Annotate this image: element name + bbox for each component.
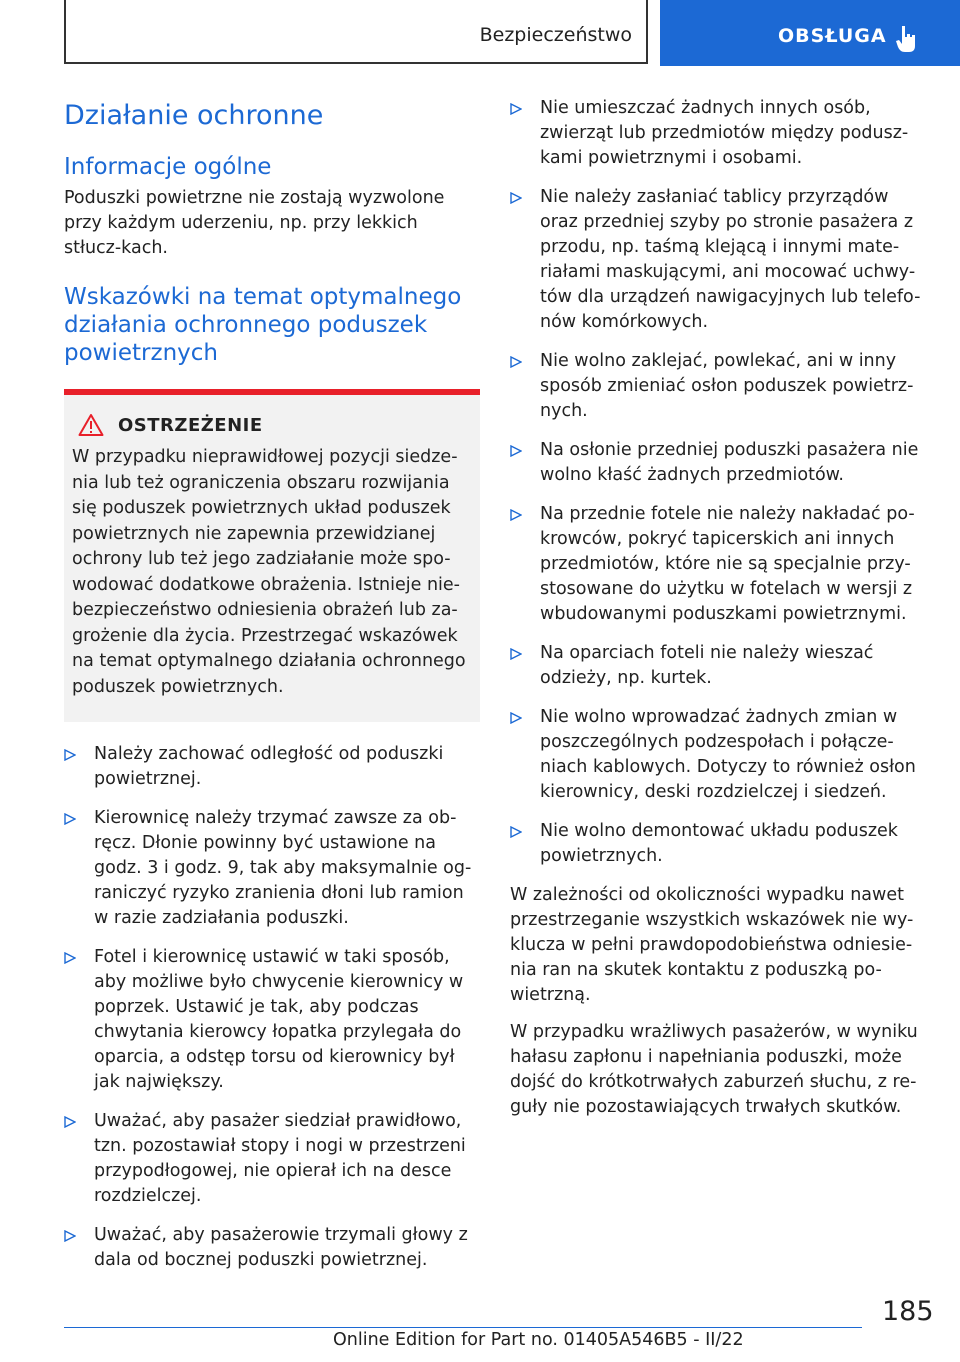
warning-triangle-icon — [78, 413, 104, 437]
footer-edition: Online Edition for Part no. 01405A546B5 - II/22 — [333, 1330, 744, 1350]
general-heading: Informacje ogólne — [64, 154, 272, 180]
list-item — [64, 742, 480, 792]
list-item-text: Na osłonie przedniej poduszki pasażera nie wolno kłaść żadnych przedmiotów. — [540, 440, 919, 485]
bullet-list-left — [64, 742, 480, 1273]
triangle-bullet-icon — [510, 826, 522, 838]
header-section-box — [64, 0, 648, 64]
list-item — [510, 819, 930, 869]
triangle-bullet-icon — [510, 192, 522, 204]
list-item-text: Kierownicę należy trzymać zawsze za ob-ręcz. Dłonie powinny być ustawione na godz. 3 i godz. 9, tak aby maksymalnie og-raniczyć ryzyko zranienia dłoni lub ramion w razie zadziałania poduszki. — [94, 808, 472, 928]
warning-title: OSTRZEŻENIE — [118, 414, 263, 436]
paragraph-hearing: W przypadku wrażliwych pasażerów, w wyniku hałasu zapłonu i napełniania poduszki, może dojść do krótkotrwałych zaburzeń słuchu, z re-guły nie pozostawiających trwałych skutków. — [510, 1022, 918, 1117]
list-item-text: Należy zachować odległość od poduszki powietrznej. — [94, 744, 444, 789]
triangle-bullet-icon — [510, 712, 522, 724]
warning-box — [64, 389, 480, 722]
list-item — [510, 96, 930, 171]
list-item-text: Na oparciach foteli nie należy wieszać odzieży, np. kurtek. — [540, 643, 874, 688]
tips-heading: Wskazówki na temat optymalnego działania ochronnego poduszek powietrznych — [64, 284, 462, 366]
tab-obsluga[interactable] — [660, 0, 960, 66]
list-item-text: Na przednie fotele nie należy nakładać po-krowców, pokryć tapicerskich ani innych przedmiotów, które nie są specjalnie przy-stosowane do użytku w fotelach w wersji z wbudowanymi poduszkami powietrznymi. — [540, 504, 915, 624]
page-title: Działanie ochronne — [64, 100, 324, 131]
list-item — [64, 1223, 480, 1273]
list-item-text: Nie wolno demontować układu poduszek powietrznych. — [540, 821, 898, 866]
left-column — [64, 96, 480, 1287]
list-item-text: Nie umieszczać żadnych innych osób, zwierząt lub przedmiotów między podusz-kami powietrznymi i osobami. — [540, 98, 909, 168]
list-item — [510, 185, 930, 335]
list-item-text: Nie należy zasłaniać tablicy przyrządów oraz przedniej szyby po stronie pasażera z przodu, np. taśmą klejącą i innymi mate-riałami maskującymi, ani mocować uchwy-tów dla urządzeń nawigacyjnych lub telefo-nów komórkowych. — [540, 187, 921, 332]
paragraph-accident: W zależności od okoliczności wypadku nawet przestrzeganie wszystkich wskazówek nie wy-klucza w pełni prawdopodobieństwa odniesie-nia ran na skutek kontaktu z poduszką po-wietrzną. — [510, 885, 914, 1005]
triangle-bullet-icon — [510, 648, 522, 660]
list-item-text: Uważać, aby pasażerowie trzymali głowy z dala od bocznej poduszki powietrznej. — [94, 1225, 468, 1270]
tab-label: OBSŁUGA — [778, 25, 887, 47]
warning-header — [78, 413, 470, 437]
general-text: Poduszki powietrzne nie zostają wyzwolone przy każdym uderzeniu, np. przy lekkich stłucz-kach. — [64, 188, 445, 258]
list-item — [510, 438, 930, 488]
list-item-text: Fotel i kierownicę ustawić w taki sposób, aby możliwe było chwycenie kierownicy w poprzek. Ustawić je tak, aby podczas chwytania kierowcy łopatka przylegała do oparcia, a odstęp torsu od kierownicy był jak największy. — [94, 947, 464, 1092]
list-item-text: Nie wolno zaklejać, powlekać, ani w inny sposób zmieniać osłon poduszek powietrz-nych. — [540, 351, 914, 421]
triangle-bullet-icon — [64, 952, 76, 964]
footer-divider — [64, 1327, 862, 1328]
warning-text: W przypadku nieprawidłowej pozycji siedze-nia lub też ograniczenia obszaru rozwijania się poduszek powietrznych układ poduszek powietrznych nie zapewnia przewidzianej ochrony lub też jego zadziałanie może spo-wodować dodatkowe obrażenia. Istnieje nie-bezpieczeństwo odniesienia obrażeń lub za-grożenie dla życia. Przestrzegać wskazówek na temat optymalnego działania ochronnego poduszek powietrznych. — [72, 447, 466, 697]
triangle-bullet-icon — [64, 813, 76, 825]
bullet-list-right — [510, 96, 930, 869]
list-item — [510, 641, 930, 691]
right-column — [510, 96, 930, 1120]
page-number: 185 — [882, 1296, 934, 1327]
list-item — [510, 349, 930, 424]
triangle-bullet-icon — [510, 509, 522, 521]
list-item — [510, 705, 930, 805]
triangle-bullet-icon — [510, 356, 522, 368]
list-item — [64, 1109, 480, 1209]
triangle-bullet-icon — [510, 445, 522, 457]
list-item — [510, 502, 930, 627]
triangle-bullet-icon — [64, 749, 76, 761]
triangle-bullet-icon — [64, 1116, 76, 1128]
list-item — [64, 945, 480, 1095]
list-item — [64, 806, 480, 931]
triangle-bullet-icon — [510, 103, 522, 115]
hand-pointer-icon — [894, 24, 918, 54]
section-title: Bezpieczeństwo — [479, 24, 632, 46]
list-item-text: Nie wolno wprowadzać żadnych zmian w poszczególnych podzespołach i połącze-niach kablowych. Dotyczy to również osłon kierownicy, deski rozdzielczej i siedzeń. — [540, 707, 916, 802]
triangle-bullet-icon — [64, 1230, 76, 1242]
list-item-text: Uważać, aby pasażer siedział prawidłowo, tzn. pozostawiał stopy i nogi w przestrzeni przypodłogowej, nie opierał ich na desce rozdzielczej. — [94, 1111, 466, 1206]
